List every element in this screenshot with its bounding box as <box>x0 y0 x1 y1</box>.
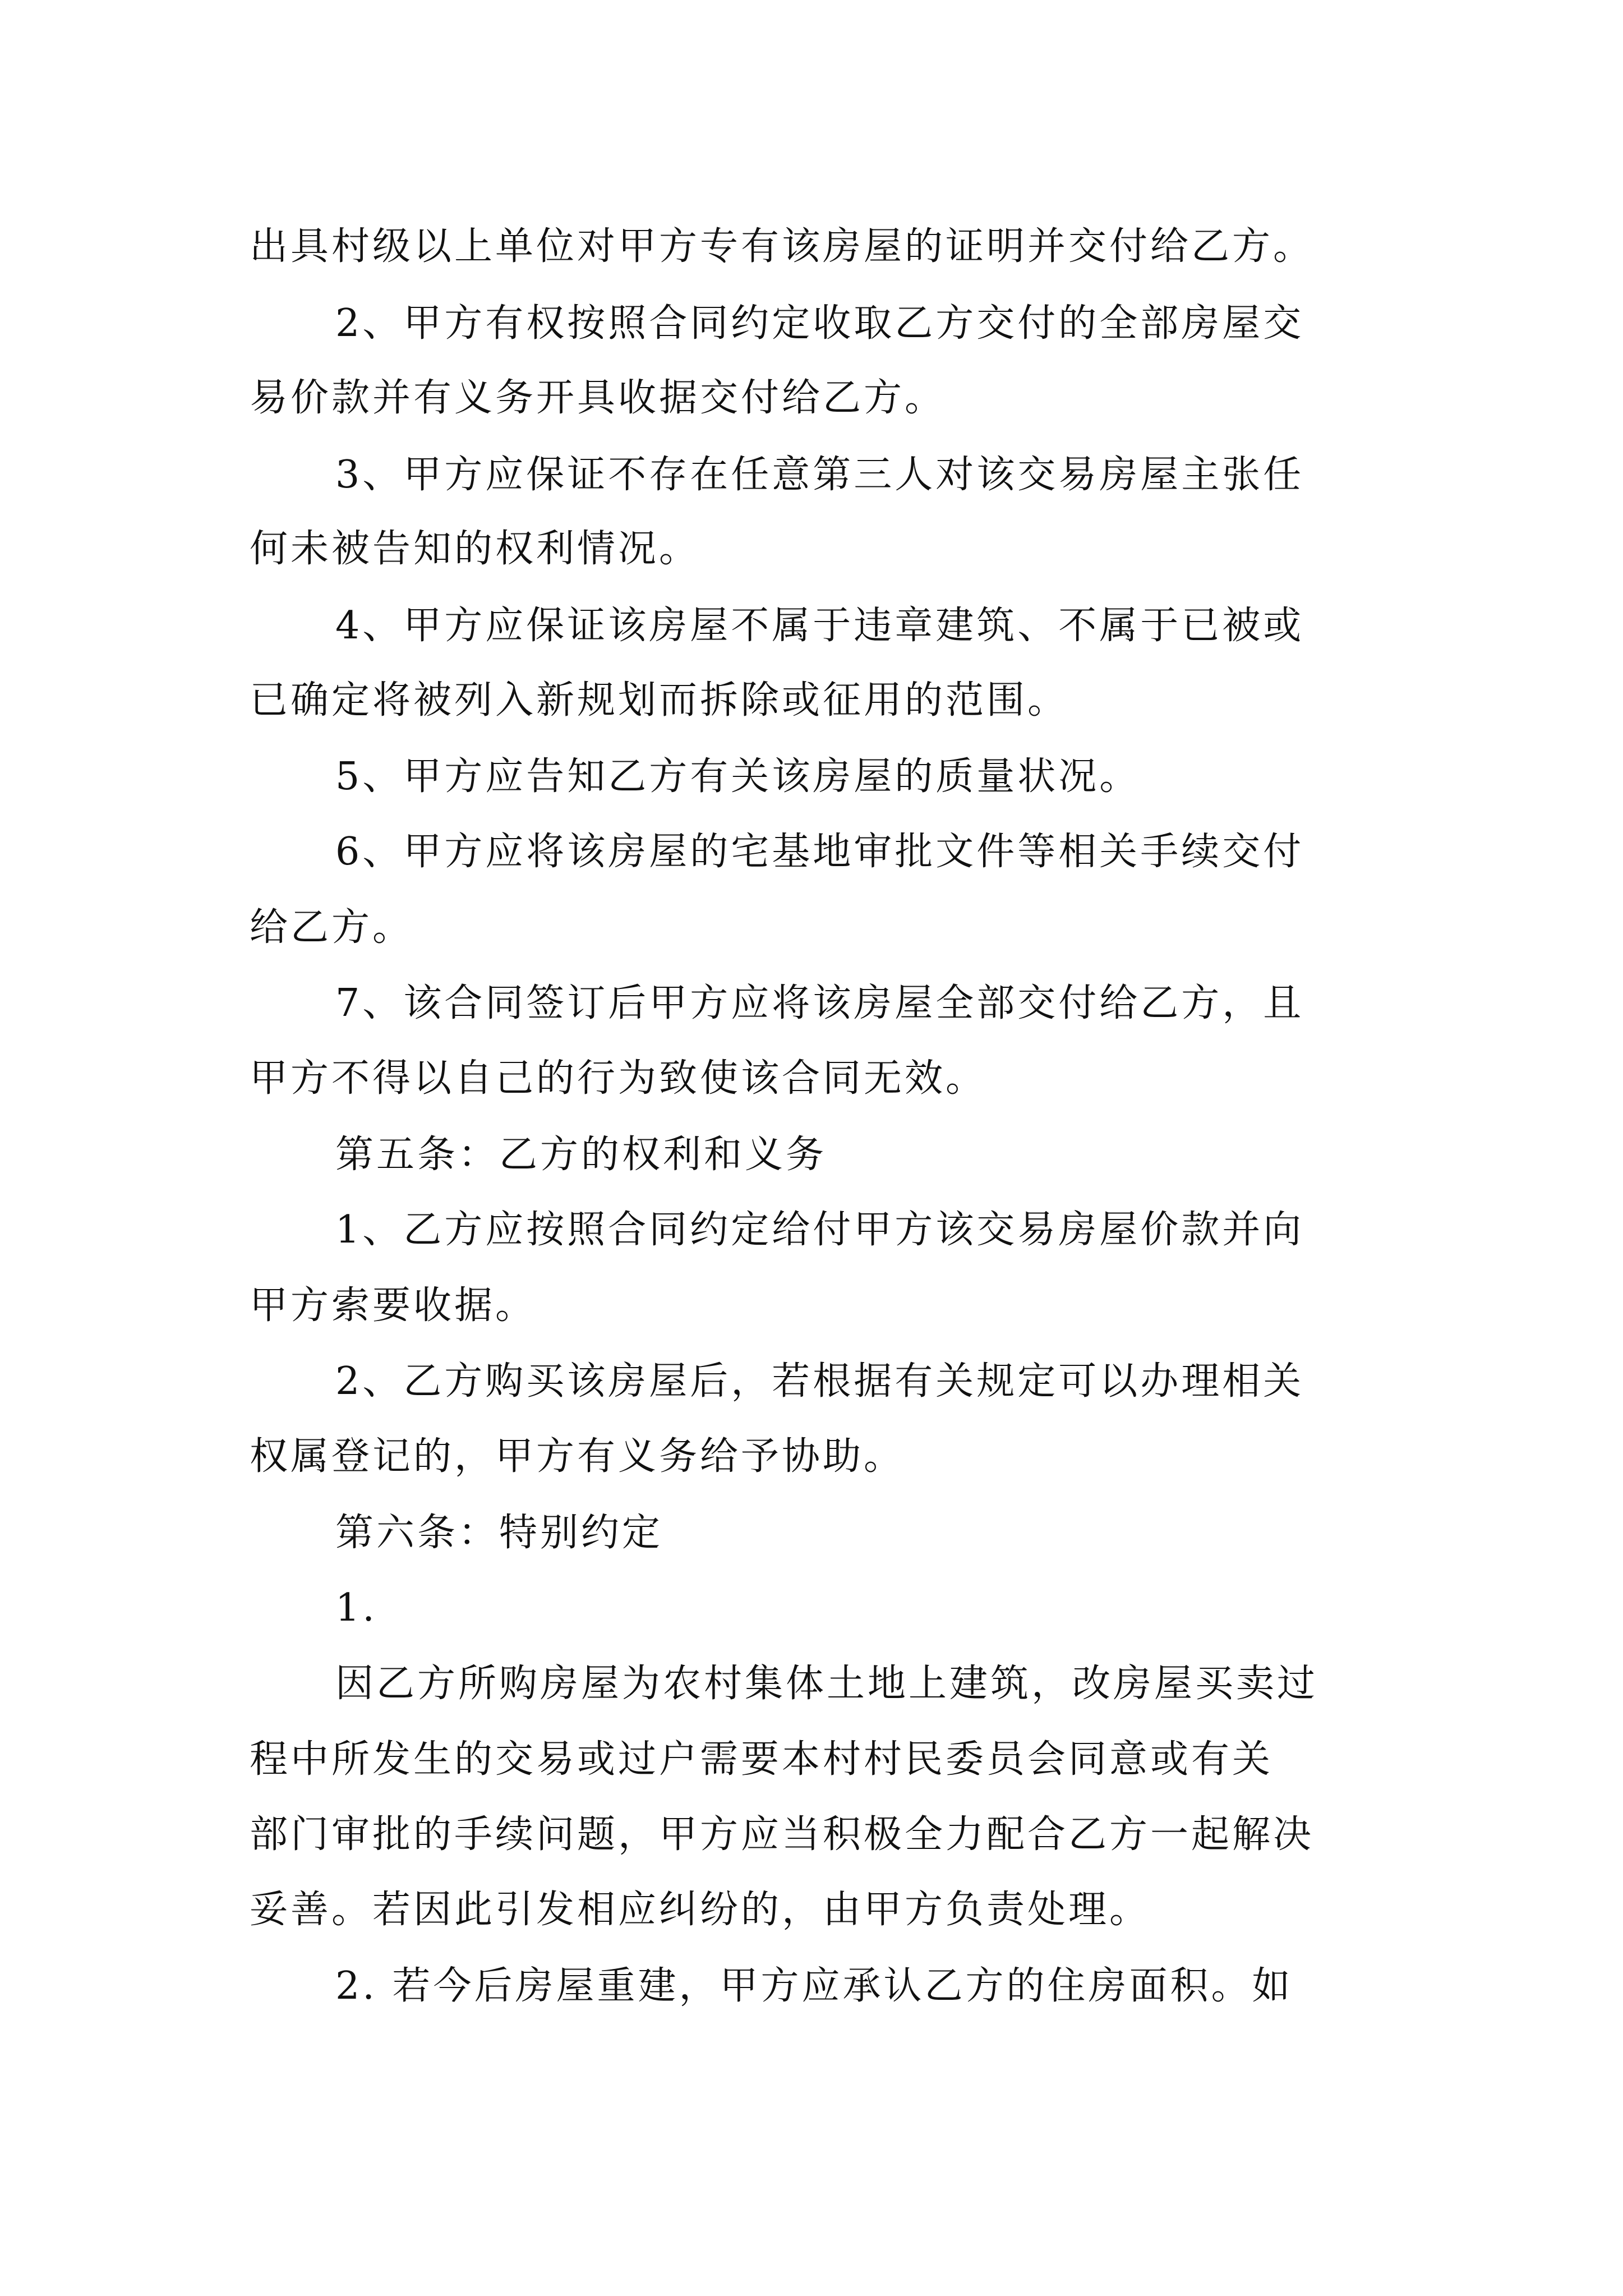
text-line: 2、乙方购买该房屋后，若根据有关规定可以办理相关 <box>335 1359 1304 1404</box>
text-line: 权属登记的，甲方有义务给予协助。 <box>250 1434 905 1479</box>
text-line: 甲方不得以自己的行为致使该合同无效。 <box>250 1056 987 1101</box>
text-line: 6、甲方应将该房屋的宅基地审批文件等相关手续交付 <box>335 830 1304 874</box>
text-line: 1. <box>335 1586 377 1630</box>
text-line: 7、该合同签订后甲方应将该房屋全部交付给乙方，且 <box>335 981 1304 1025</box>
text-line: 3、甲方应保证不存在任意第三人对该交易房屋主张任 <box>335 453 1304 497</box>
text-line: 已确定将被列入新规划而拆除或征用的范围。 <box>250 678 1069 723</box>
text-line: 给乙方。 <box>250 905 414 950</box>
text-line: 易价款并有义务开具收据交付给乙方。 <box>250 376 946 420</box>
text-line: 2. 若今后房屋重建，甲方应承认乙方的住房面积。如 <box>335 1964 1293 2008</box>
text-line: 何未被告知的权利情况。 <box>250 527 700 571</box>
text-line: 部门审批的手续问题，甲方应当积极全力配合乙方一起解决 <box>250 1812 1315 1857</box>
text-line: 2、甲方有权按照合同约定收取乙方交付的全部房屋交 <box>335 301 1304 346</box>
text-line: 1、乙方应按照合同约定给付甲方该交易房屋价款并向 <box>335 1208 1304 1252</box>
text-line: 程中所发生的交易或过户需要本村村民委员会同意或有关 <box>250 1737 1274 1782</box>
text-line: 出具村级以上单位对甲方专有该房屋的证明并交付给乙方。 <box>250 224 1315 269</box>
text-line: 5、甲方应告知乙方有关该房屋的质量状况。 <box>335 754 1141 799</box>
text-line: 4、甲方应保证该房屋不属于违章建筑、不属于已被或 <box>335 604 1304 648</box>
text-line: 甲方索要收据。 <box>250 1283 537 1328</box>
section-heading: 第六条：特别约定 <box>335 1511 663 1555</box>
section-heading: 第五条：乙方的权利和义务 <box>335 1133 827 1177</box>
text-line: 妥善。若因此引发相应纠纷的，由甲方负责处理。 <box>250 1888 1151 1932</box>
text-line: 因乙方所购房屋为农村集体土地上建筑，改房屋买卖过 <box>335 1662 1318 1706</box>
